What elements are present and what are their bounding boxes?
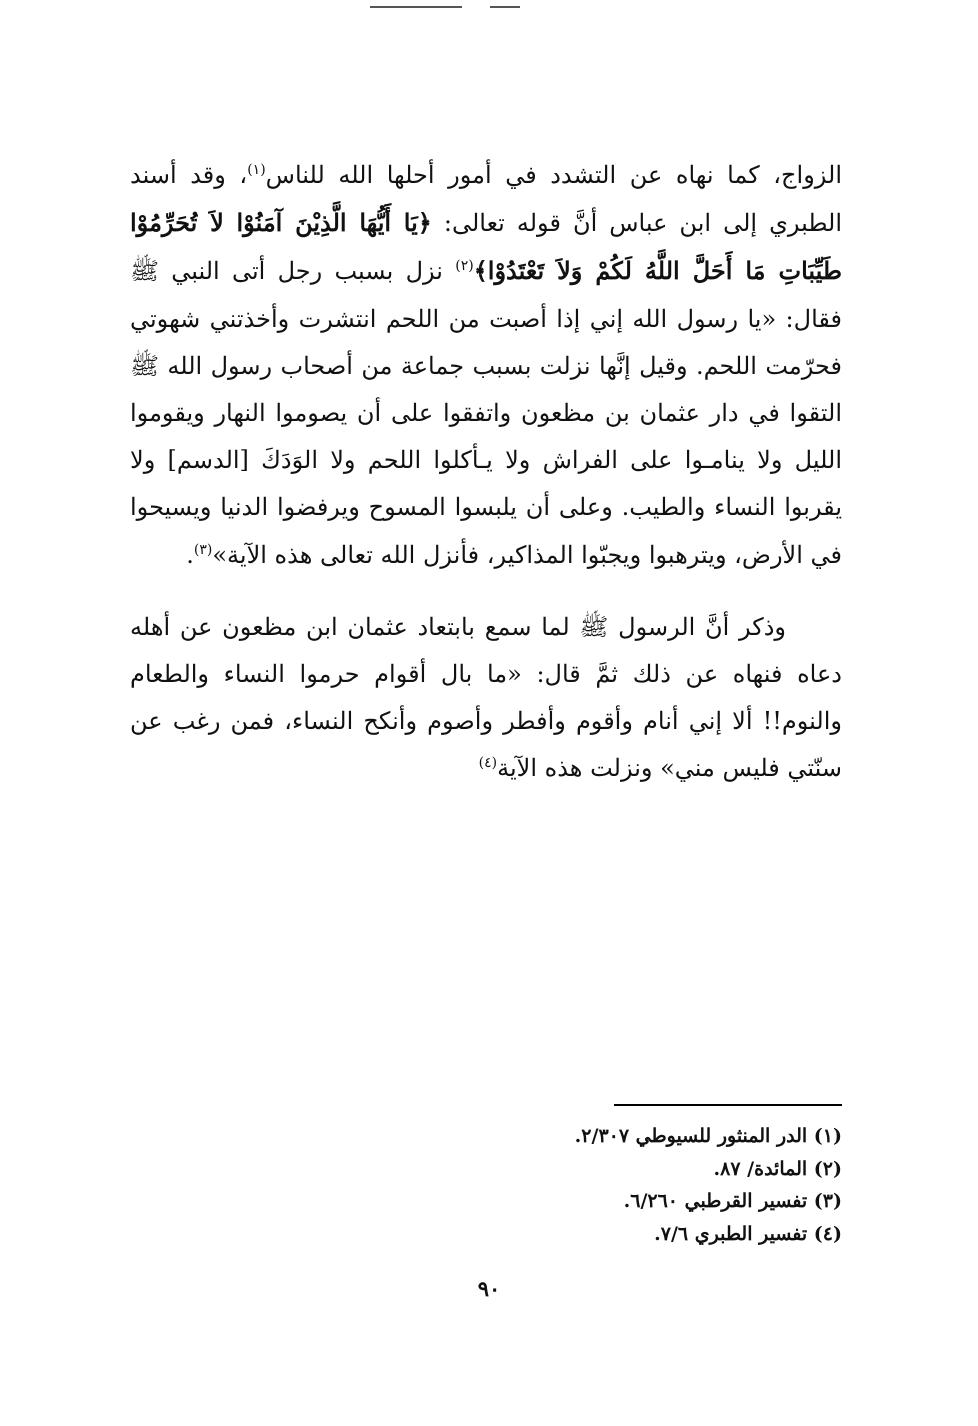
footnote-separator xyxy=(614,1104,842,1106)
paragraph-2 xyxy=(130,604,842,793)
footnote-ref-3: (٣) xyxy=(193,541,213,558)
footnote-ref-2: (٢) xyxy=(455,258,474,275)
p1-segment-1: الزواج، كما نهاه عن التشدد في أمور أحلها الله للناس xyxy=(265,161,843,189)
page-number: ٩٠ xyxy=(477,1276,501,1301)
footnote-2: (٢) المائدة/ ٨٧. xyxy=(713,1157,842,1180)
paragraph-1 xyxy=(130,152,842,579)
top-rule-gap xyxy=(462,6,490,8)
p1-segment-3: نزل بسبب رجل أتى النبي ﷺ فقال: «يا رسول الله إني إذا أصبت من اللحم انتشرت وأخذتني شهوتي فحرّمت اللحم. وقيل إنَّها نزلت بسبب جماعة من أصحاب رسول الله ﷺ التقوا في دار عثمان بن مظعون واتفقوا على أن يصوموا النهار ويقوموا الليل ولا ينامـوا على الفراش ولا يـأكلوا اللحم ولا الوَدَكَ [الدسم] ولا يقربوا النساء والطيب. وعلى أن يلبسوا المسوح ويرفضوا الدنيا ويسيحوا في الأرض، ويترهبوا ويجبّوا المذاكير، فأنزل الله تعالى هذه الآية» xyxy=(130,257,842,569)
footnote-1: (١) الدر المنثور للسيوطي ٢/٣٠٧. xyxy=(574,1125,842,1147)
main-text xyxy=(130,152,842,793)
quran-verse: ﴿يَا أَيُّهَا الَّذِيْنَ آمَنُوْا لاَ تُحَرِّمُوْا طَيِّبَاتِ مَا أَحَلَّ اللَّهُ لَكُمْ وَلاَ تَعْتَدُوْا﴾ xyxy=(130,208,843,286)
p1-segment-4: . xyxy=(186,540,194,569)
p1-segment-2: ، وقد أسند الطبري إلى ابن عباس أنَّ قوله تعالى: xyxy=(130,161,843,238)
p2-segment-1: وذكر أنَّ الرسول ﷺ لما سمع بابتعاد عثمان ابن مظعون عن أهله دعاه فنهاه عن ذلك ثمَّ قال: «ما بال أقوام حرموا النساء والطعام والنوم!! ألا إني أنام وأقوم وأفطر وأصوم وأنكح النساء، فمن رغب عن سنّتي فليس مني» ونزلت هذه الآية xyxy=(130,612,842,783)
top-rule xyxy=(370,6,520,8)
footnote-ref-4: (٤) xyxy=(478,755,498,772)
footnote-4: (٤) تفسير الطبري ٧/٦. xyxy=(654,1222,842,1245)
footnote-ref-1: (١) xyxy=(247,162,266,178)
footnotes xyxy=(575,1120,842,1250)
footnote-3: (٣) تفسير القرطبي ٦/٢٦٠. xyxy=(623,1190,842,1212)
